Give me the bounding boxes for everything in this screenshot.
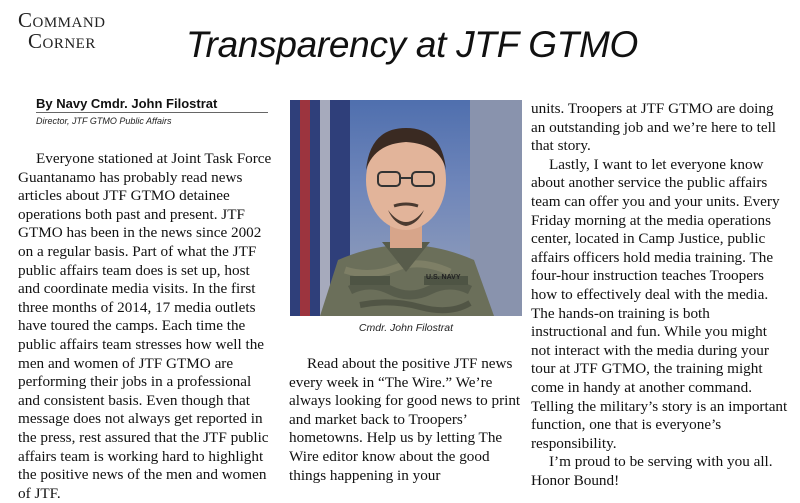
paragraph: Read about the positive JTF news every week in “The Wire.” We’re always looking for good news to print and market back to Troopers’ hometowns. Help us by letting The Wire editor know about the good things happening in your (289, 355, 521, 484)
paragraph: Everyone stationed at Joint Task Force Guantanamo has probably read news articles about JTF GTMO detainee operations both past and present. JTF GTMO has been in the news since 2002 on a regular basis. Part of what the JTF public affairs team does is set up, host and coordinate media visits. In the first three months of 2014, 17 media outlets have toured the camps. Each time the public affairs team stresses how well the men and women of JTF GTMO are performing their jobs in a professional and consistent basis. Even though that message does not always get reported in the press, rest assured that the JTF public affairs team is working hard to highlight the positive news of the men and women of JTF. (18, 150, 272, 502)
article-column-3 (531, 100, 789, 490)
article-column-2 (289, 355, 525, 485)
photo-caption: Cmdr. John Filostrat (358, 322, 454, 334)
article-title: Transparency at JTF GTMO (186, 24, 638, 65)
paragraph: I’m proud to be serving with you all. Honor Bound! (531, 453, 773, 489)
byline-author: By Navy Cmdr. John Filostrat (36, 96, 218, 111)
paragraph: units. Troopers at JTF GTMO are doing an outstanding job and we’re here to tell that story. (531, 100, 777, 155)
logo-line-2: Corner (28, 29, 96, 53)
byline-role: Director, JTF GTMO Public Affairs (36, 116, 172, 126)
logo-line-1: Command (18, 8, 106, 32)
article-column-1 (18, 150, 274, 503)
byline-divider (36, 112, 268, 113)
uniform-tape-text: U.S. NAVY (426, 274, 461, 281)
command-corner-logo (18, 10, 128, 52)
author-photo (290, 100, 522, 316)
paragraph: Lastly, I want to let everyone know about another service the public affairs team can offer you and your units. Every Friday morning at the media operations center, located in Camp Justice, public affairs officers hold media training. The four-hour instruction teaches Troopers how to effectively deal with the media. The hands-on training is both instructional and fun. While you might not interact with the media during your tour at JTF GTMO, the training might come in handy at another command. Telling the military’s story is an important function, one that is everyone’s responsibility. (531, 155, 788, 452)
portrait-illustration (290, 100, 522, 316)
